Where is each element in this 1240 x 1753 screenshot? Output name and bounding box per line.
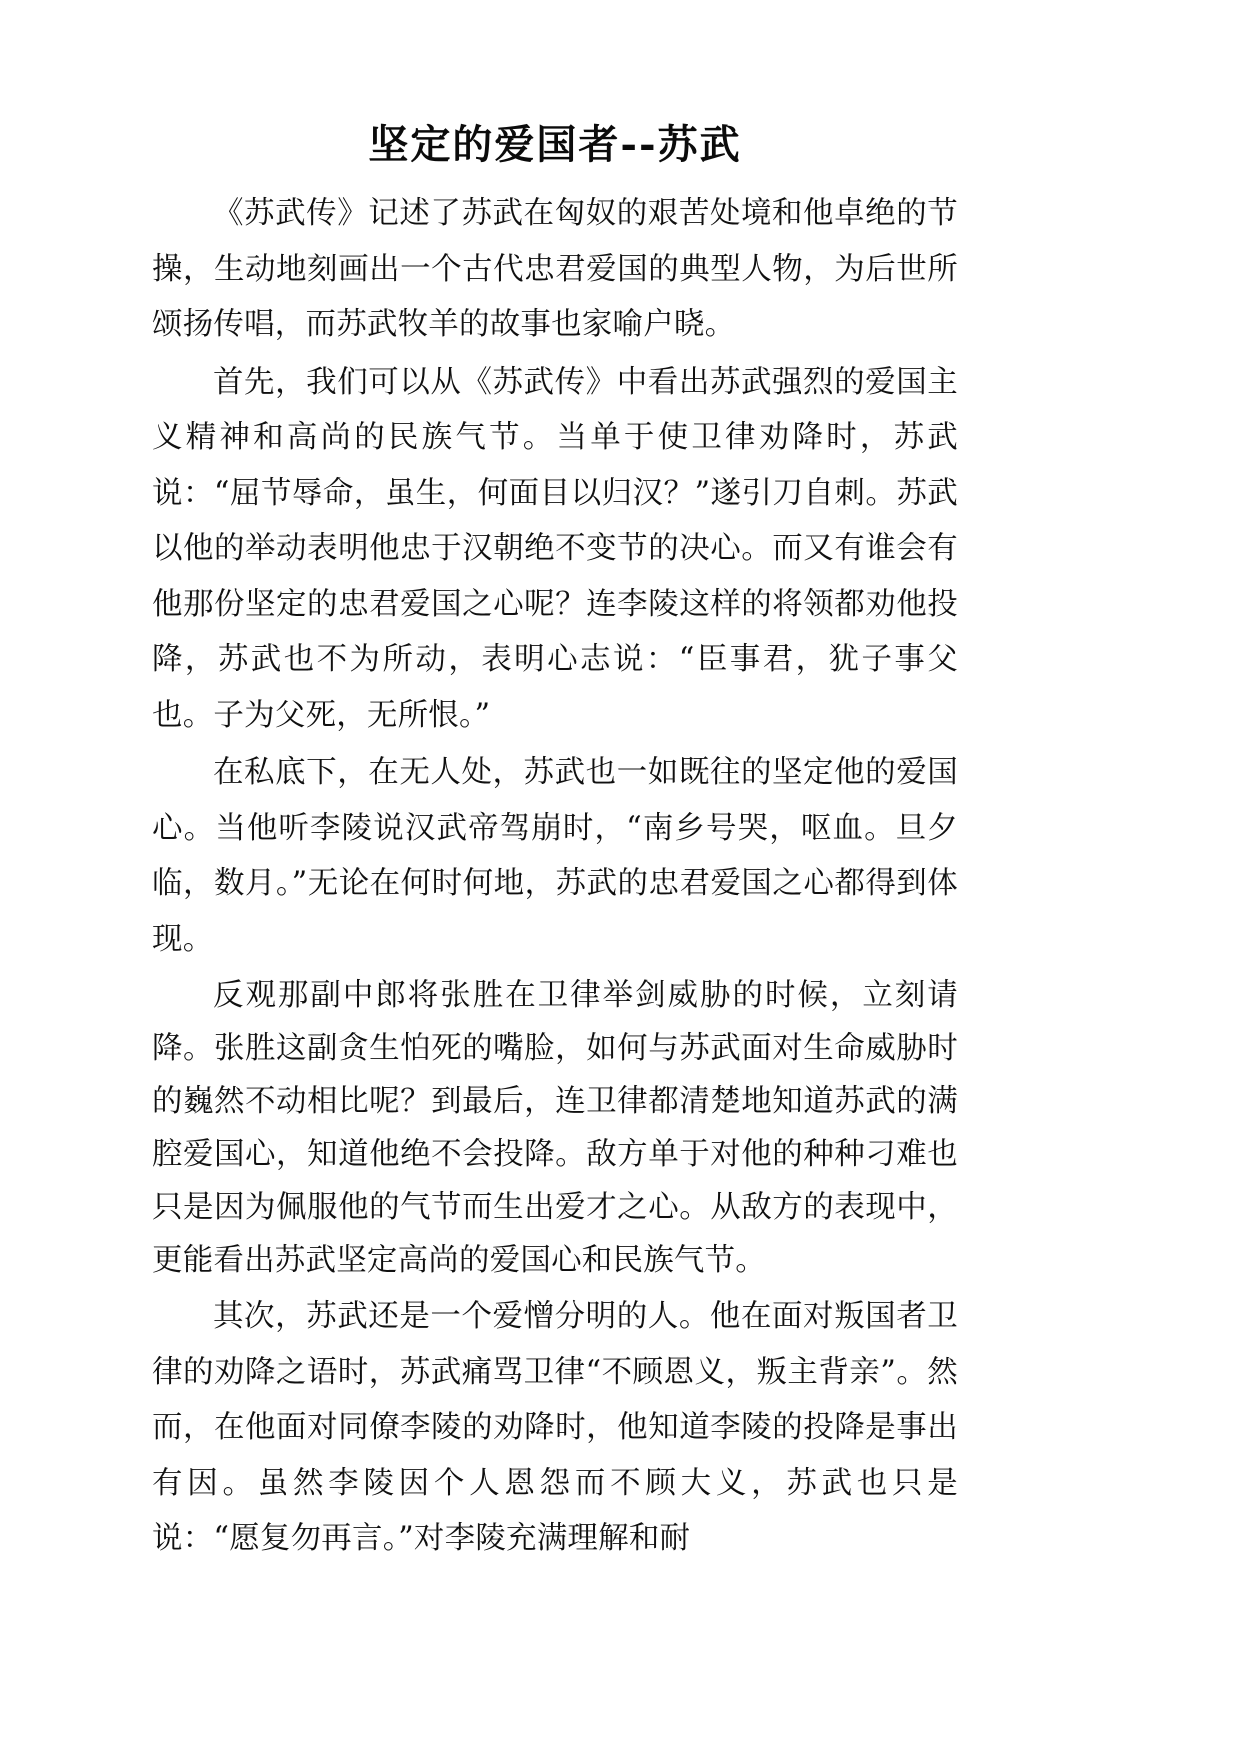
body-paragraph-1: 《苏武传》记述了苏武在匈奴的艰苦处境和他卓绝的节操，生动地刻画出一个古代忠君爱国的典型人物，为后世所颂扬传唱，而苏武牧羊的故事也家喻户晓。 [152,196,958,342]
body-paragraph-5: 其次，苏武还是一个爱憎分明的人。他在面对叛国者卫律的劝降之语时，苏武痛骂卫律“不顾恩义，叛主背亲”。然而，在他面对同僚李陵的劝降时，他知道李陵的投降是事出有因。虽然李陵因个人恩怨而不顾大义，苏武也只是说：“愿复勿再言。”对李陵充满理解和耐 [152,1299,958,1556]
page-title: 坚定的爱国者--苏武 [368,121,742,168]
body-paragraph-3: 在私底下，在无人处，苏武也一如既往的坚定他的爱国心。当他听李陵说汉武帝驾崩时，“南乡号哭，呕血。旦夕临，数月。”无论在何时何地，苏武的忠君爱国之心都得到体现。 [152,755,958,957]
body-paragraph-4: 反观那副中郎将张胜在卫律举剑威胁的时候，立刻请降。张胜这副贪生怕死的嘴脸，如何与苏武面对生命威胁时的巍然不动相比呢？到最后，连卫律都清楚地知道苏武的满腔爱国心，知道他绝不会投降。敌方单于对他的种种刁难也只是因为佩服他的气节而生出爱才之心。从敌方的表现中，更能看出苏武坚定高尚的爱国心和民族气节。 [152,978,958,1278]
page-content-area [152,118,958,1569]
body-paragraph-2: 首先，我们可以从《苏武传》中看出苏武强烈的爱国主义精神和高尚的民族气节。当单于使卫律劝降时，苏武说：“屈节辱命，虽生，何面目以归汉？”遂引刀自刺。苏武以他的举动表明他忠于汉朝绝不变节的决心。而又有谁会有他那份坚定的忠君爱国之心呢？连李陵这样的将领都劝他投降，苏武也不为所动，表明心志说：“臣事君，犹子事父也。子为父死，无所恨。” [152,364,958,733]
